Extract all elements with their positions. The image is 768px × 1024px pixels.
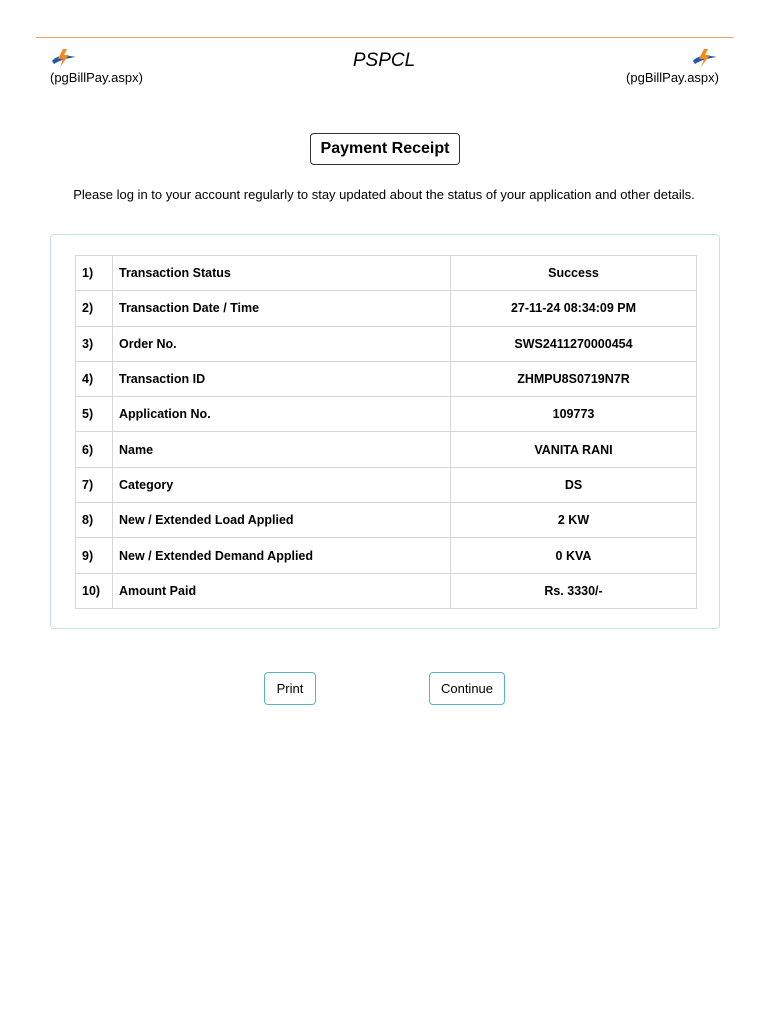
logo-left-text: (pgBillPay.aspx) [50, 70, 143, 85]
table-row [76, 256, 697, 291]
print-button[interactable]: Print [264, 672, 316, 705]
table-row [76, 573, 697, 608]
row-number: 4) [76, 361, 113, 396]
row-value: VANITA RANI [451, 432, 697, 467]
row-number: 6) [76, 432, 113, 467]
row-value: Success [451, 256, 697, 291]
table-row [76, 503, 697, 538]
logo-right-text: (pgBillPay.aspx) [626, 70, 719, 85]
row-label: Amount Paid [113, 573, 451, 608]
table-row [76, 291, 697, 326]
table-row [76, 538, 697, 573]
continue-button[interactable]: Continue [429, 672, 505, 705]
row-label: Name [113, 432, 451, 467]
row-value: 2 KW [451, 503, 697, 538]
row-value: 27-11-24 08:34:09 PM [451, 291, 697, 326]
pspcl-logo-icon [691, 48, 719, 68]
row-value: DS [451, 467, 697, 502]
row-label: Transaction Date / Time [113, 291, 451, 326]
table-row [76, 432, 697, 467]
row-number: 2) [76, 291, 113, 326]
row-label: New / Extended Load Applied [113, 503, 451, 538]
row-label: Category [113, 467, 451, 502]
logo-right[interactable] [626, 48, 719, 86]
receipt-title: Payment Receipt [310, 133, 460, 165]
row-value: SWS2411270000454 [451, 326, 697, 361]
row-number: 8) [76, 503, 113, 538]
row-number: 9) [76, 538, 113, 573]
row-label: Transaction Status [113, 256, 451, 291]
row-number: 3) [76, 326, 113, 361]
table-row [76, 361, 697, 396]
row-label: New / Extended Demand Applied [113, 538, 451, 573]
table-row [76, 397, 697, 432]
row-label: Order No. [113, 326, 451, 361]
row-value: ZHMPU8S0719N7R [451, 361, 697, 396]
receipt-card [50, 234, 720, 629]
receipt-table [75, 255, 697, 609]
row-number: 5) [76, 397, 113, 432]
row-label: Transaction ID [113, 361, 451, 396]
row-number: 10) [76, 573, 113, 608]
account-notice: Please log in to your account regularly to stay updated about the status of your application and other details. [73, 187, 695, 202]
row-value: Rs. 3330/- [451, 573, 697, 608]
row-number: 1) [76, 256, 113, 291]
table-row [76, 326, 697, 361]
row-label: Application No. [113, 397, 451, 432]
row-value: 0 KVA [451, 538, 697, 573]
header-rule [36, 37, 733, 38]
table-row [76, 467, 697, 502]
row-value: 109773 [451, 397, 697, 432]
app-title: PSPCL [352, 50, 416, 71]
row-number: 7) [76, 467, 113, 502]
